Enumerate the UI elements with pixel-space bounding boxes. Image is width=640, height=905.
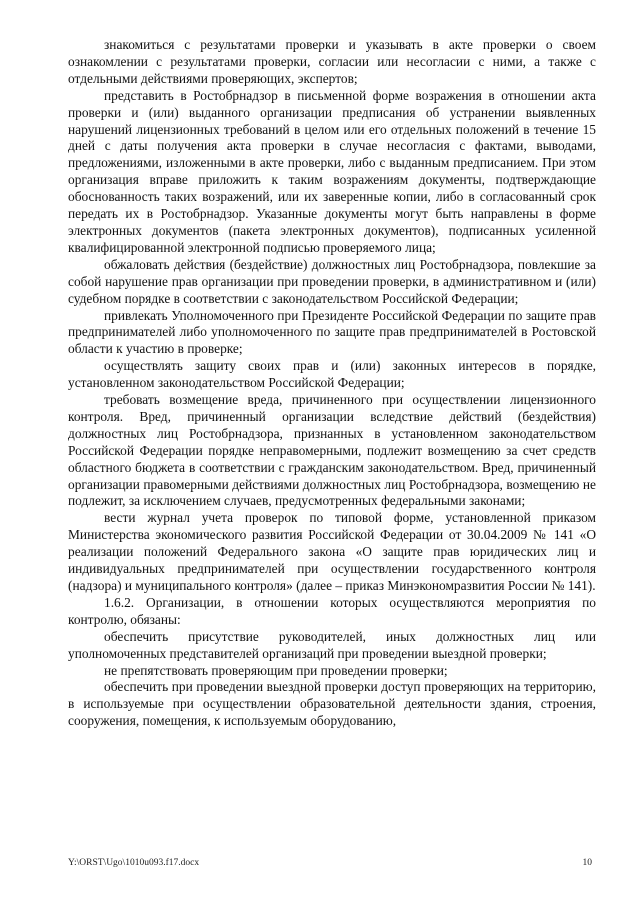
document-body [68,37,596,730]
paragraph-involve-ombudsman: привлекать Уполномоченного при Президенте Российской Федерации по защите прав предпринимателей либо уполномоченного по защите прав предпринимателей в Ростовской области к участию в проверке; [68,307,596,357]
paragraph-right-to-object: представить в Ростобрнадзор в письменной форме возражения в отношении акта проверки и (или) выданного организации предписания об устранении выявленных нарушений лицензионных требований в целом или его отдельных положений в течение 15 дней с даты получения акта проверки в случае несогласия с фактами, выводами, предложениями, изложенными в акте проверки, либо с выданным предписанием. При этом организация вправе приложить к таким возражениям документы, подтверждающие обоснованность таких возражений, или их заверенные копии, либо в согласованный срок передать их в Ростобрнадзор. Указанные документы могут быть направлены в форме электронных документов (пакета электронных документов), подписанных усиленной квалифицированной электронной подписью проверяемого лица; [68,87,596,255]
paragraph-right-to-familiarize: знакомиться с результатами проверки и указывать в акте проверки о своем ознакомлении с результатами проверки, согласии или несогласии с ними, а также с отдельными действиями проверяющих, экспертов; [68,37,596,86]
paragraph-ensure-access: обеспечить при проведении выездной проверки доступ проверяющих на территорию, в используемые при осуществлении образовательной деятельности здания, строения, сооружения, помещения, к используемым оборудованию, [68,679,596,729]
paragraph-right-to-appeal: обжаловать действия (бездействие) должностных лиц Ростобрнадзора, повлекшие за собой нарушение прав организации при проведении проверки, в административном и (или) судебном порядке в соответствии с законодательством Российской Федерации; [68,256,596,306]
paragraph-inspection-log: вести журнал учета проверок по типовой форме, установленной приказом Министерства экономического развития Российской Федерации от 30.04.2009 № 141 «О реализации положений Федерального закона «О защите прав юридических лиц и индивидуальных предпринимателей при осуществлении государственного контроля (надзора) и муниципального контроля» (далее – приказ Минэкономразвития России № 141). [68,510,596,593]
paragraph-not-obstruct: не препятствовать проверяющим при проведении проверки; [104,662,448,678]
paragraph-protect-rights: осуществлять защиту своих прав и (или) законных интересов в порядке, установленном законодательством Российской Федерации; [68,358,596,391]
page-number: 10 [582,858,592,868]
footer-file-path: Y:\ORST\Ugo\1010u093.f17.docx [68,858,200,868]
paragraph-ensure-presence: обеспечить присутствие руководителей, иных должностных лиц или уполномоченных представителей организаций при проведении выездной проверки; [68,628,596,661]
paragraph-obligations-heading: 1.6.2. Организации, в отношении которых осуществляются мероприятия по контролю, обязаны: [68,594,596,627]
paragraph-damage-compensation: требовать возмещение вреда, причиненного при осуществлении лицензионного контроля. Вред, причиненный организации вследствие действий (бездействия) должностных лиц Ростобрнадзора, признанных в установленном законодательством Российской Федерации порядке неправомерными, подлежит возмещению за счет средств областного бюджета в соответствии с гражданским законодательством. Вред, причиненный организации правомерными действиями должностных лиц Ростобрнадзора, возмещению не подлежит, за исключением случаев, предусмотренных федеральными законами; [68,392,596,509]
